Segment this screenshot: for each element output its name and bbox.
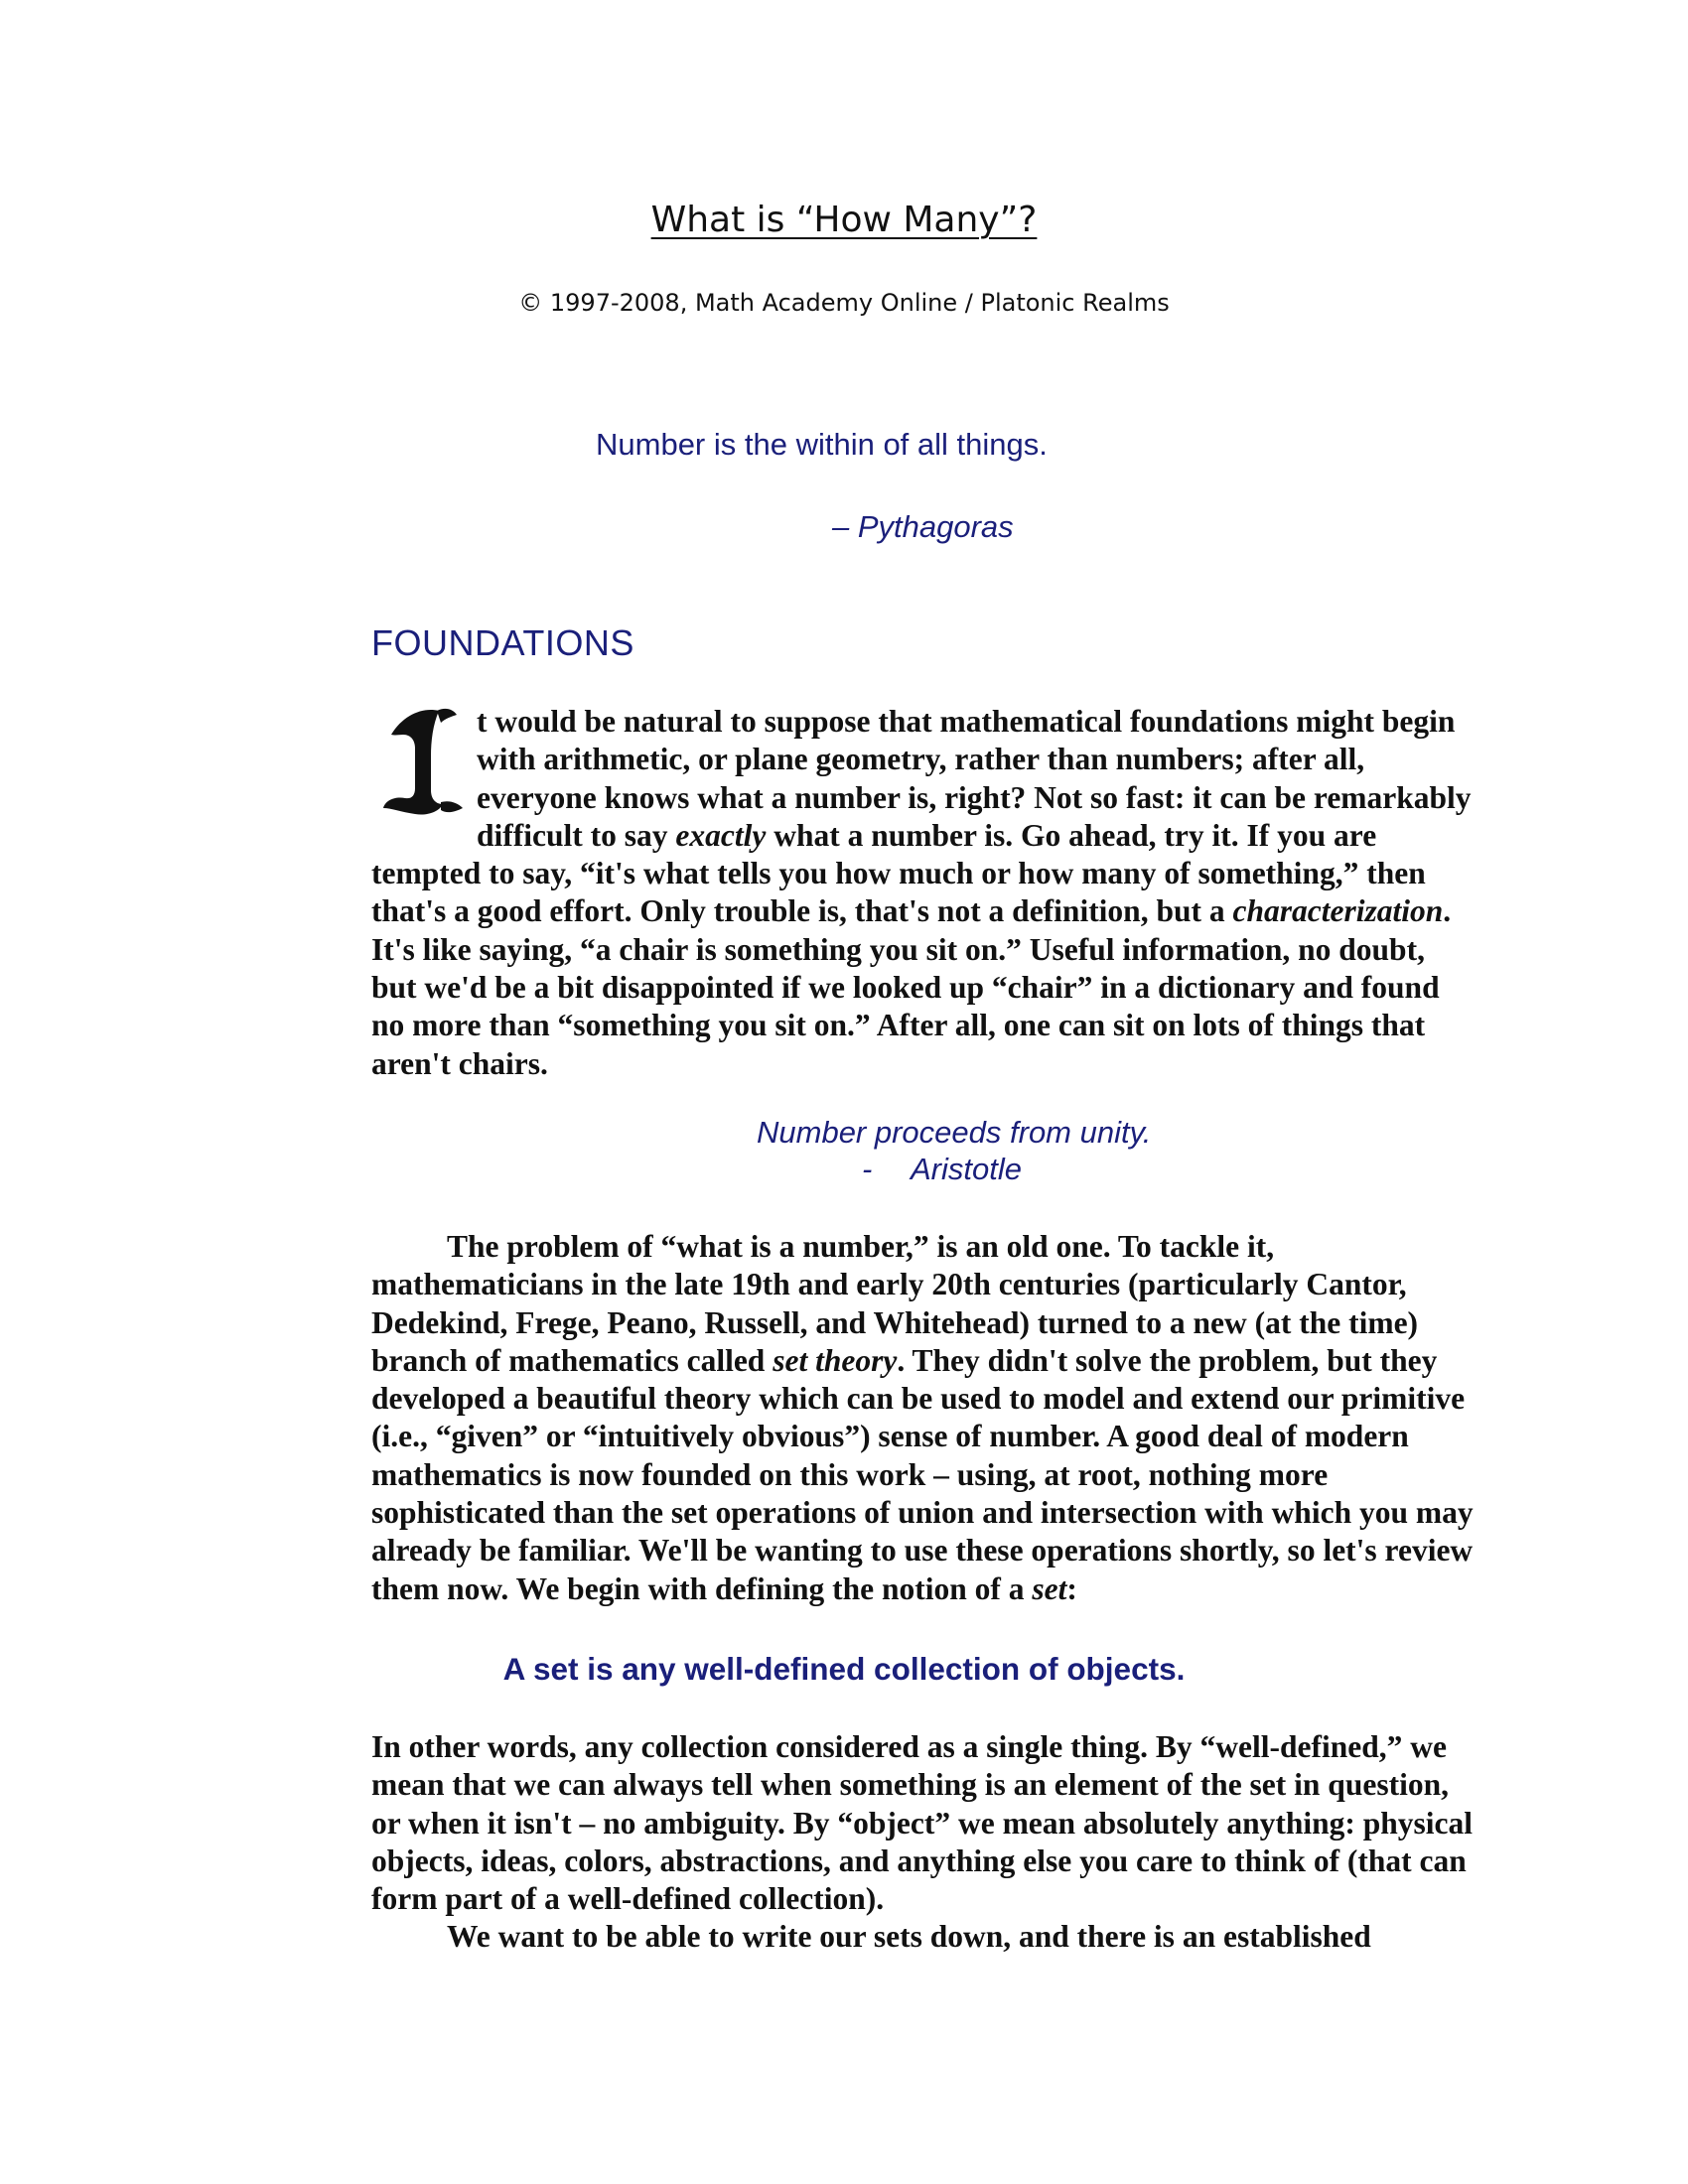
paragraph-writing-sets: We want to be able to write our sets down, and there is an established — [447, 1919, 1371, 1954]
page-title — [0, 199, 1688, 242]
epigraph-aristotle-dash: - — [862, 1152, 873, 1186]
page-title-text: What is “How Many”? — [650, 200, 1038, 240]
paragraph-text: t would be natural to suppose that mathematical foundations might begin with arithmetic, or plane geometry, rather than numbers; after all, everyone knows what a number is, right? Not so fast: it can be remarkably difficult to say — [477, 704, 1472, 853]
paragraph-text: The problem of “what is a number,” is an old one. To tackle it, mathematicians in the late 19th and early 20th centuries (particularly Cantor, Dedekind, Frege, Peano, Russell, and Whitehead) turned to a new (at the time) branch of mathematics called — [371, 1229, 1419, 1378]
paragraph-set-theory — [371, 1228, 1474, 1608]
paragraph-text: . It's like saying, “a chair is something you sit on.” Useful information, no doubt, but we'd be a bit disappointed if we looked up “chair” in a dictionary and found no more than “something you sit on.” After all, one can sit on lots of things that aren't chairs. — [371, 893, 1452, 1081]
emphasis-text: exactly — [675, 817, 767, 853]
emphasis-text: characterization — [1232, 893, 1444, 929]
epigraph-pythagoras-attribution: – Pythagoras — [832, 509, 1014, 544]
section-heading-foundations: FOUNDATIONS — [371, 622, 634, 663]
paragraph-text: : — [1066, 1570, 1077, 1606]
copyright-notice: © 1997-2008, Math Academy Online / Platonic Realms — [518, 289, 1170, 317]
paragraph-well-defined: In other words, any collection considered as a single thing. By “well-defined,” we mean that we can always tell when something is an element of the set in question, or when it isn't – no ambiguity. By “object” we mean absolutely anything: physical objects, ideas, colors, abstractions, and anything else you care to think of (that can form part of a well-defined collection). — [371, 1729, 1474, 1917]
drop-cap-letter-icon — [371, 705, 477, 820]
paragraph-foundations-intro — [371, 703, 1474, 1083]
paragraph-text: . They didn't solve the problem, but they developed a beautiful theory which can be used to model and extend our primitive (i.e., “given” or “intuitively obvious”) sense of number. A good deal of modern mathematics is now founded on this work – using, at root, nothing more sophisticated than the set operations of union and intersection with which you may already be familiar. We'll be wanting to use these operations shortly, so let's review them now. We begin with defining the notion of a — [371, 1342, 1474, 1606]
emphasis-text: set — [1032, 1570, 1067, 1606]
set-definition: A set is any well-defined collection of objects. — [502, 1651, 1186, 1687]
epigraph-aristotle-attribution: Aristotle — [911, 1152, 1022, 1186]
epigraph-aristotle-quote: Number proceeds from unity. — [757, 1115, 1152, 1150]
paragraph-text: what a number is. Go ahead, try it. If you are tempted to say, “it's what tells you how much or how many of something,” then that's a good effort. Only trouble is, that's not a definition, but a — [371, 817, 1426, 929]
emphasis-text: set theory — [773, 1342, 898, 1378]
epigraph-pythagoras-quote: Number is the within of all things. — [596, 427, 1048, 462]
